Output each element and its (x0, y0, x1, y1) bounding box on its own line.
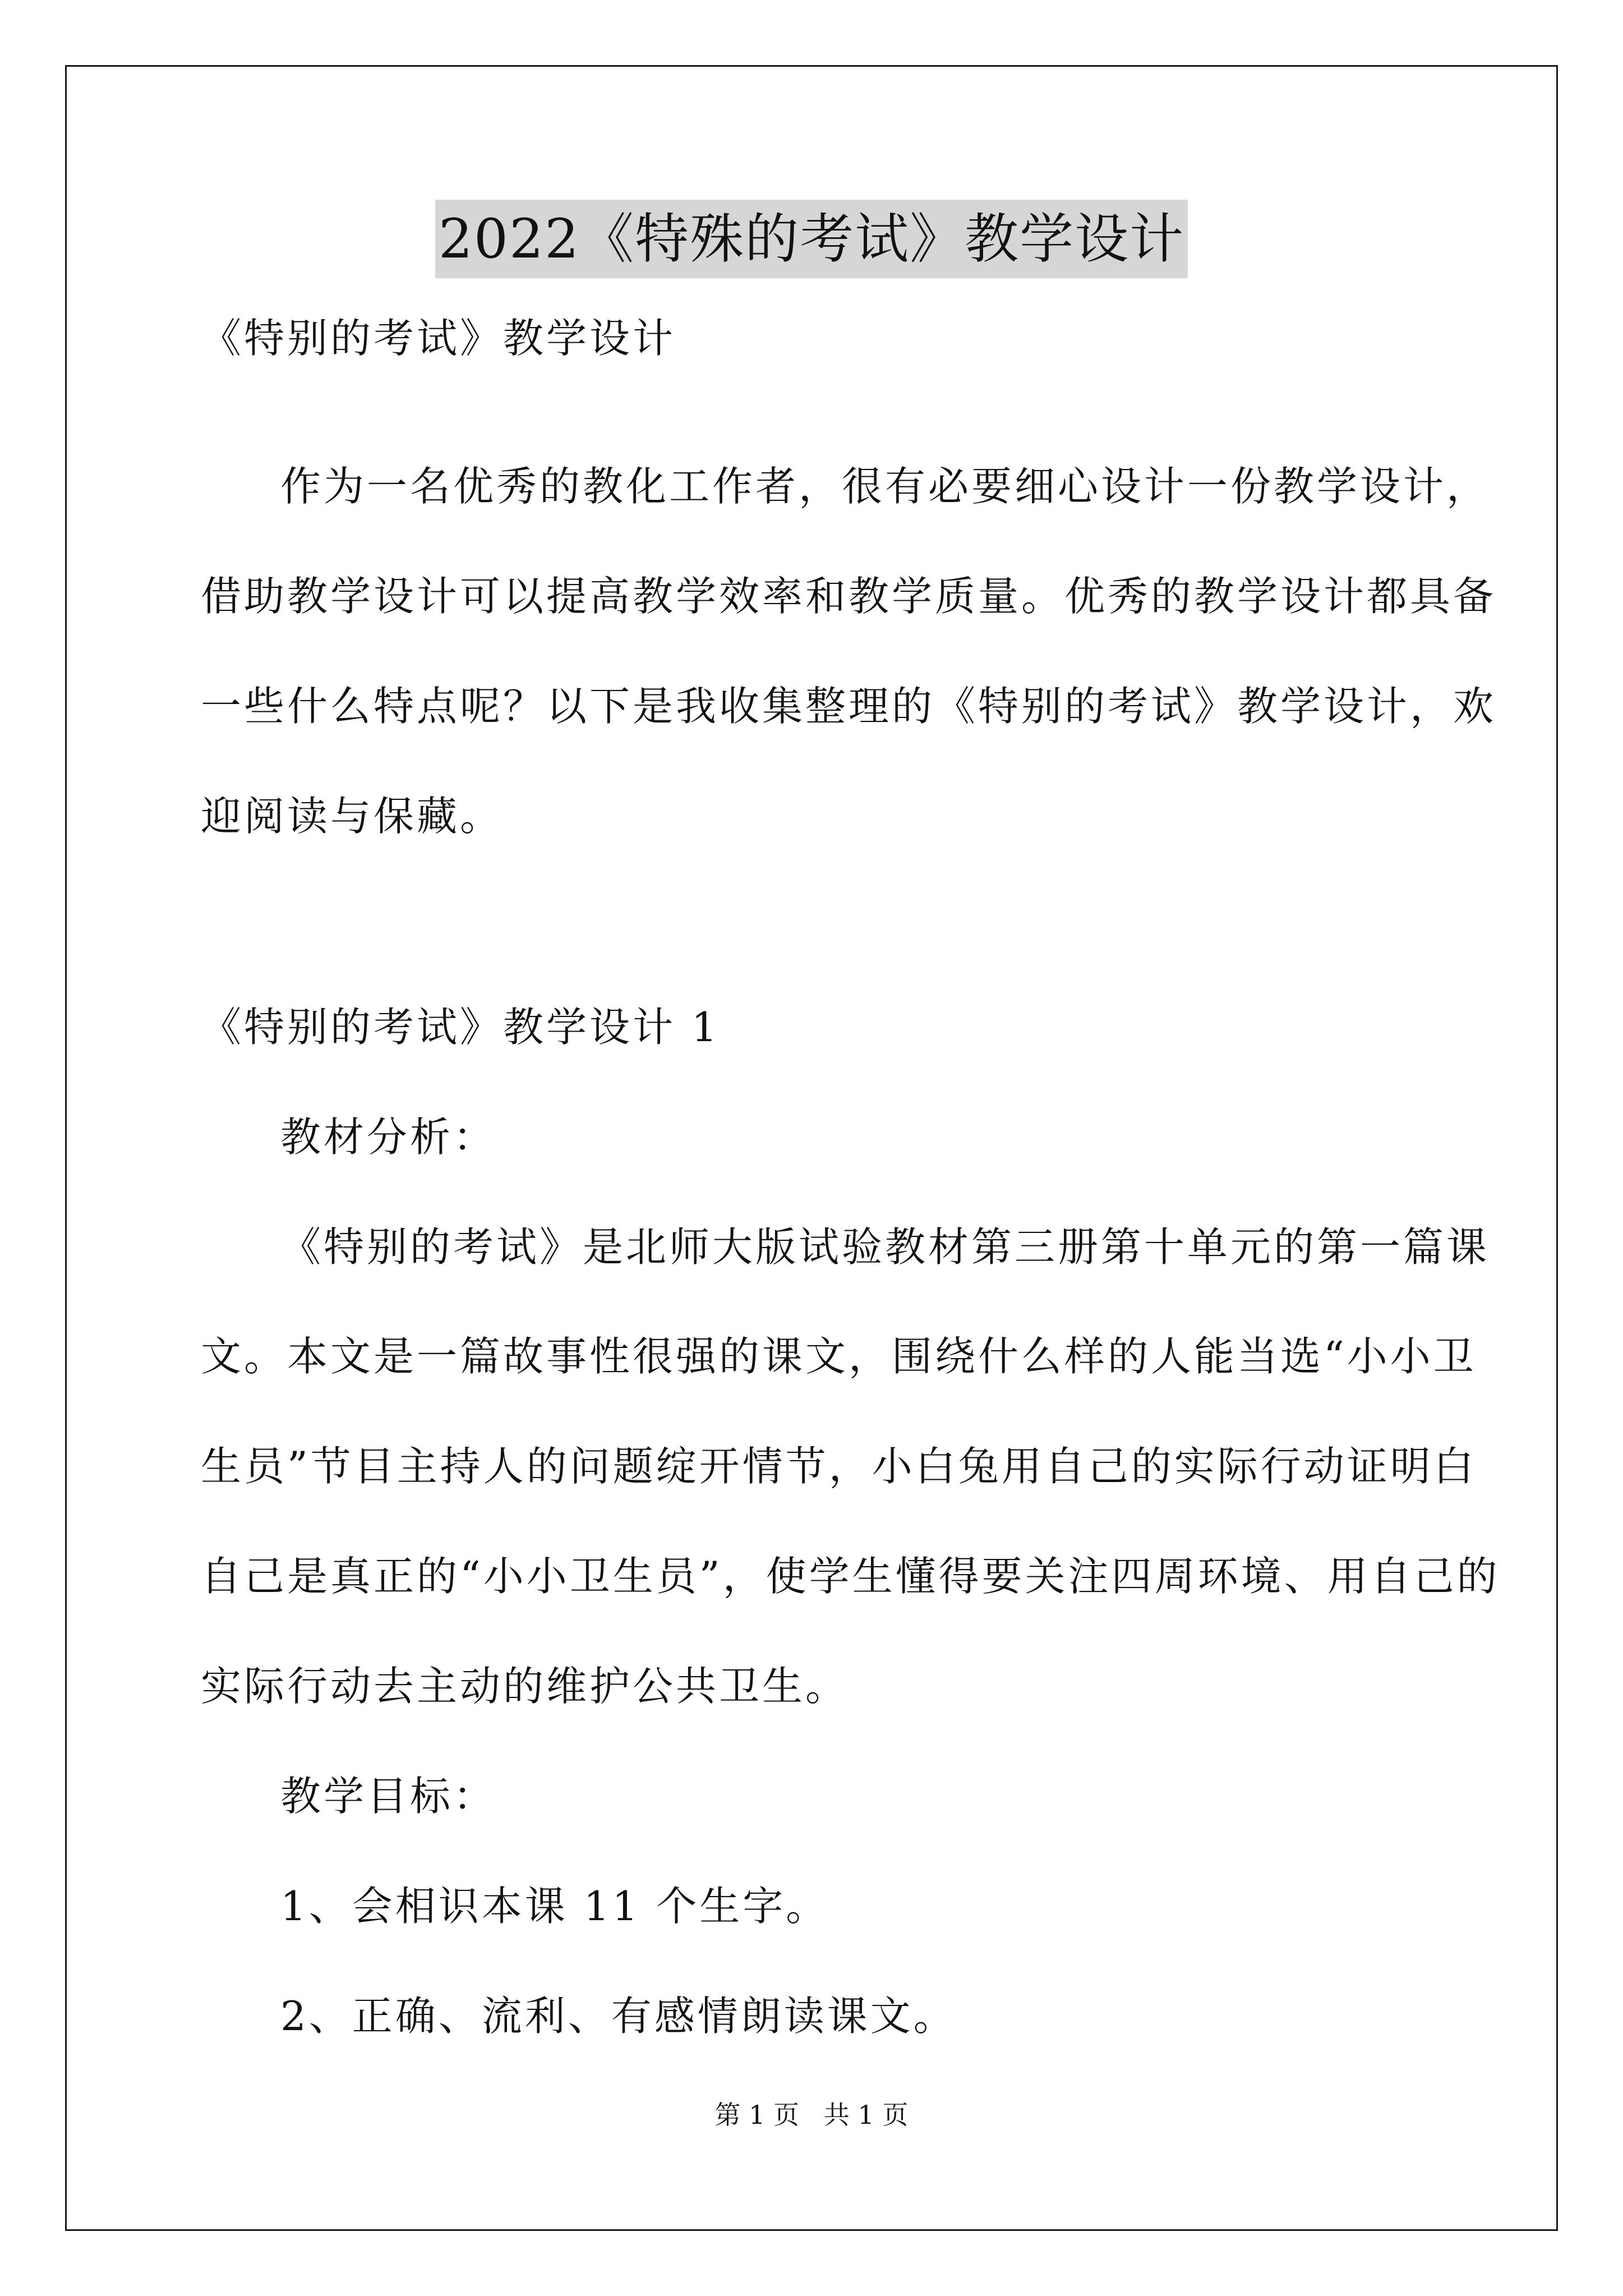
analysis-line-4: 自己是真正的“小小卫生员”，使学生懂得要关注四周环境、用自己的 (201, 1553, 1500, 1600)
intro-line-1: 作为一名优秀的教化工作者，很有必要细心设计一份教学设计， (280, 463, 1490, 510)
intro-line-4: 迎阅读与保藏。 (201, 793, 504, 840)
goals-heading: 教学目标： (280, 1773, 497, 1820)
title-container (0, 200, 1623, 278)
intro-line-3: 一些什么特点呢？以下是我收集整理的《特别的考试》教学设计，欢 (201, 683, 1497, 730)
document-title: 2022《特殊的考试》教学设计 (435, 200, 1188, 278)
analysis-heading: 教材分析： (280, 1114, 497, 1161)
subtitle-line: 《特别的考试》教学设计 (201, 315, 676, 362)
analysis-line-2: 文。本文是一篇故事性很强的课文，围绕什么样的人能当选“小小卫 (201, 1333, 1477, 1380)
analysis-line-1: 《特别的考试》是北师大版试验教材第三册第十单元的第一篇课 (280, 1223, 1490, 1271)
analysis-line-3: 生员”节目主持人的问题绽开情节，小白兔用自己的实际行动证明白 (201, 1443, 1477, 1490)
analysis-line-5: 实际行动去主动的维护公共卫生。 (201, 1663, 849, 1710)
intro-line-2: 借助教学设计可以提高教学效率和教学质量。优秀的教学设计都具备 (201, 573, 1497, 620)
section-heading: 《特别的考试》教学设计 1 (201, 1004, 720, 1051)
goal-item-1: 1、会相识本课 11 个生字。 (280, 1883, 829, 1930)
page-footer: 第 1 页 共 1 页 (714, 2100, 909, 2130)
goal-item-2: 2、正确、流利、有感情朗读课文。 (280, 1993, 957, 2040)
